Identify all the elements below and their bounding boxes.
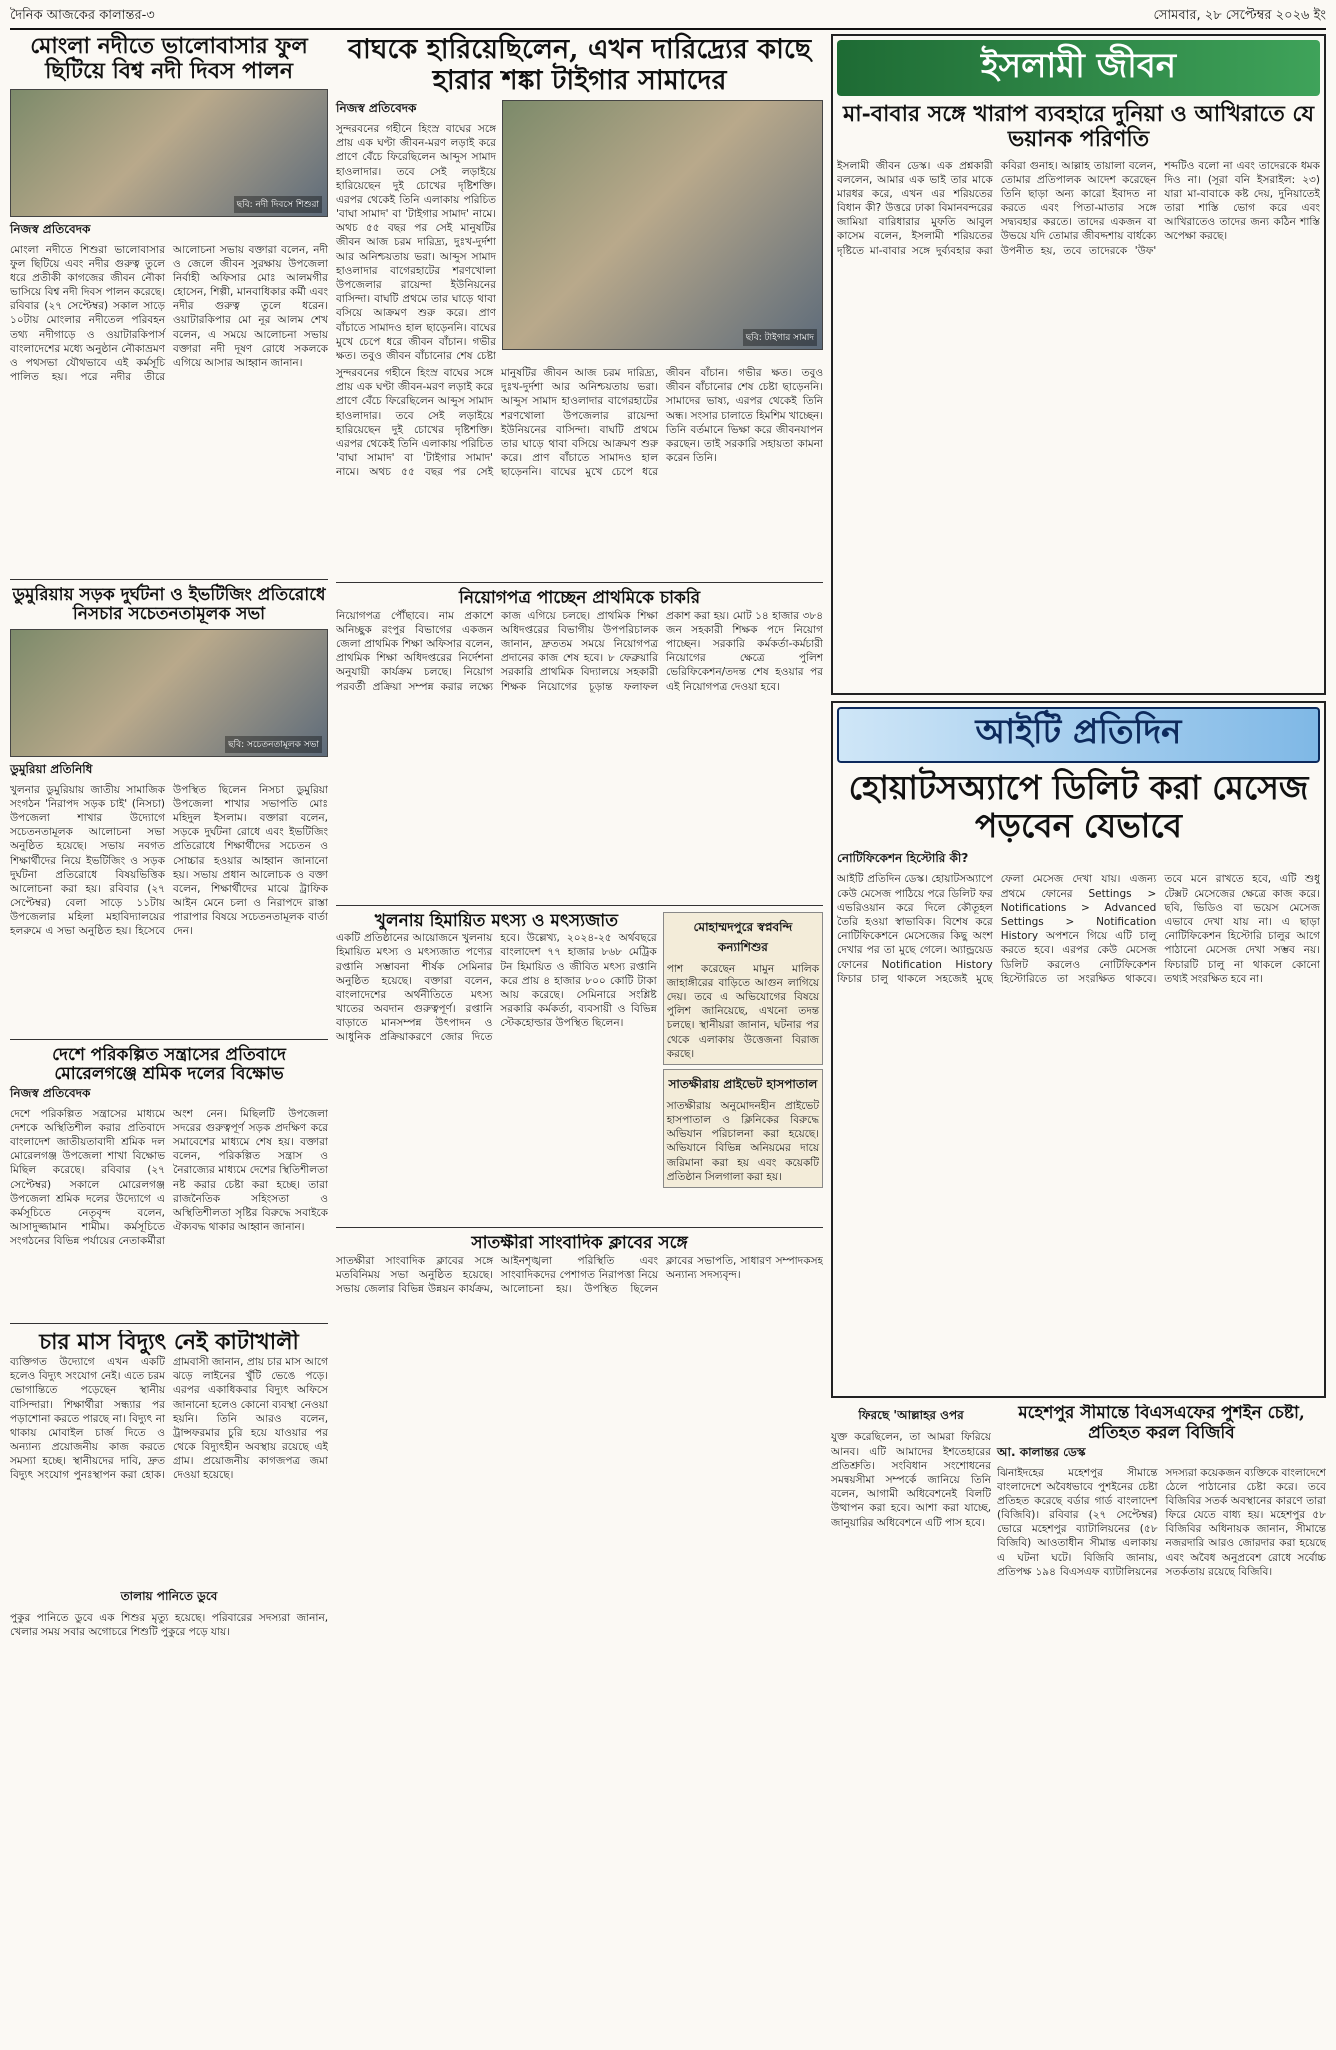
headline-lovepari: মোহাম্মদপুরে স্বপ্নবন্দি কন্যাশিশুর	[693, 919, 793, 954]
headline-islam: মা-বাবার সঙ্গে খারাপ ব্যবহারে দুনিয়া ও আখিরাতে যে ভয়ানক পরিণতি	[843, 101, 1315, 153]
headline-bgb: মহেশপুর সীমান্তে বিএসএফের পুশইন চেষ্টা, প্রতিহত করল বিজিবি	[1018, 1404, 1305, 1444]
column-right	[831, 34, 1326, 2042]
section-it	[831, 701, 1326, 1399]
byline-bgb: আ. কালান্তর ডেস্ক	[997, 1444, 1086, 1459]
headline-allah: ফিরছে 'আল্লাহর ওপর	[858, 1408, 964, 1423]
body-morelganj: দেশে পরিকল্পিত সন্ত্রাসের মাধ্যমে দেশকে অস্থিতিশীল করার প্রতিবাদে বাংলাদেশ জাতীয়তাবাদী শ্রমিক দল মোরেলগঞ্জ উপজেলা শাখা বিক্ষোভ মিছিল করেছে। রবিবার (২৭ সেপ্টেম্বর) সকালে মোরেলগঞ্জ উপজেলা শ্রমিক দলের উদ্যোগে এ কর্মসূচিতে নেতৃবৃন্দ বলেন, আসাদুজ্জামান শামীম। কর্মসূচিতে সংগঠনের বিভিন্ন পর্যায়ের নেতাকর্মীরা অংশ নেন। মিছিলটি উপজেলা সদরের গুরুত্বপূর্ণ সড়ক প্রদক্ষিণ করে সমাবেশের মাধ্যমে শেষ হয়। বক্তারা বলেন, পরিকল্পিত সন্ত্রাস ও নৈরাজ্যের মাধ্যমে দেশের স্থিতিশীলতা নষ্ট করার চেষ্টা করা হচ্ছে। তারা রাজনৈতিক সহিংসতা ও অস্থিতিশীলতা সৃষ্টির বিরুদ্ধে সবাইকে ঐক্যবদ্ধ থাকার আহ্বান জানান।	[10, 1107, 329, 1248]
body-dumuria: খুলনার ডুমুরিয়ায় জাতীয় সামাজিক সংগঠন 'নিরাপদ সড়ক চাই' (নিসচা) উপজেলা শাখার উদ্যোগে সচেতনতামূলক আলোচনা সভা অনুষ্ঠিত হয়েছে। সভায় নবগত শিক্ষার্থীদের নিয়ে ইভটিজিং ও সড়ক দুর্ঘটনা প্রতিরোধে বিষয়ভিত্তিক আলোচনা করা হয়। রবিবার (২৭ সেপ্টেম্বর) বেলা সাড়ে ১১টায় উপজেলার মহিলা মহাবিদ্যালয়ের হলরুমে এ সভা অনুষ্ঠিত হয়। হিসেবে উপস্থিত ছিলেন নিসচা ডুমুরিয়া উপজেলা শাখার সভাপতি মোঃ মহিদুল ইসলাম। বক্তারা বলেন, সড়কে দুর্ঘটনা রোধে এবং ইভটিজিং প্রতিরোধে শিক্ষার্থীদের সচেতন ও সোচ্চার হওয়ার আহ্বান জানানো হয়। সভায় প্রধান আলোচক ও বক্তা বলেন, শিক্ষার্থীদের মাঝে ট্রাফিক আইন মেনে চলা ও নিরাপদে রাস্তা পারাপার বিষয়ে সচেতনতামূলক বার্তা দেন।	[10, 783, 329, 938]
headline-press-club: সাতক্ষীরা সাংবাদিক ক্লাবের সঙ্গে	[471, 1234, 688, 1254]
article-lovepari	[663, 912, 823, 1065]
article-allah	[831, 1404, 991, 2042]
banner-islam: ইসলামী জীবন	[837, 40, 1320, 96]
headline-it: হোয়াটসঅ্যাপে ডিলিট করা মেসেজ পড়বেন যেভাবে	[848, 767, 1309, 845]
subhead-it: নোটিফিকেশন হিস্টোরি কী?	[837, 851, 969, 866]
byline-dumuria: ডুমুরিয়া প্রতিনিধি	[10, 761, 93, 776]
headline-satkhira-hospital: সাতক্ষীরায় প্রাইভেট হাসপাতাল	[668, 1076, 818, 1091]
body-khulna: একটি প্রতিষ্ঠানের আয়োজনে খুলনায় হিমায়িত মৎস্য ও মৎস্যজাত পণ্যের রপ্তানি সম্ভাবনা শীর্ষক সেমিনার অনুষ্ঠিত হয়েছে। বক্তারা বলেন, বাংলাদেশের অর্থনীতিতে মৎস্য খাতের অবদান গুরুত্বপূর্ণ। রপ্তানি বাড়াতে মানসম্পন্ন উৎপাদন ও আধুনিক প্রক্রিয়াকরণে জোর দিতে হবে। উল্লেখ্য, ২০২৪-২৫ অর্থবছরে বাংলাদেশ ৭৭ হাজার ৮৬৮ মেট্রিক টন হিমায়িত ও জীবিত মৎস্য রপ্তানি করে প্রায় ৪ হাজার ৮০০ কোটি টাকা আয় করেছে। সেমিনারে সংশ্লিষ্ট সরকারি কর্মকর্তা, ব্যবসায়ী ও বিভিন্ন স্টেকহোল্ডার উপস্থিত ছিলেন।	[336, 932, 657, 1044]
article-teacher	[336, 589, 823, 899]
article-press-club	[336, 1234, 823, 2042]
body-bgb: ঝিনাইদহের মহেশপুর সীমান্তে বাংলাদেশে অবৈধভাবে পুশইনের চেষ্টা প্রতিহত করেছে বর্ডার গার্ড বাংলাদেশ (বিজিবি)। রবিবার (২৭ সেপ্টেম্বর) ভোরে মহেশপুর ব্যাটালিয়নের (৫৮ বিজিবি) আওতাধীন সীমান্ত এলাকায় এ ঘটনা ঘটে। বিজিবি জানায়, প্রতিপক্ষ ১৯৪ বিএসএফ ব্যাটালিয়নের সদস্যরা কয়েকজন ব্যক্তিকে বাংলাদেশে ঠেলে পাঠানোর চেষ্টা করে। তবে বিজিবির সতর্ক অবস্থানের কারণে তারা ফিরে যেতে বাধ্য হয়। মহেশপুর ৫৮ বিজিবির অধিনায়ক জানান, সীমান্তে নজরদারি আরও জোরদার করা হয়েছে এবং অবৈধ অনুপ্রবেশ রোধে সর্বোচ্চ সতর্কতায় রয়েছে বিজিবি।	[997, 1466, 1326, 1578]
headline-tiger: বাঘকে হারিয়েছিলেন, এখন দারিদ্র্যের কাছে হারার শঙ্কা টাইগার সামাদের	[347, 34, 812, 97]
headline-katakhali: চার মাস বিদ্যুৎ নেই কাটাখালী	[39, 1329, 299, 1355]
headline-dumuria: ডুমুরিয়ায় সড়ক দুর্ঘটনা ও ইভটিজিং প্রতিরোধে নিসচার সচেতনতামূলক সভা	[12, 584, 326, 625]
headline-mongla: মোংলা নদীতে ভালোবাসার ফুল ছিটিয়ে বিশ্ব নদী দিবস পালন	[30, 33, 308, 85]
article-bgb	[997, 1404, 1326, 2042]
byline-mongla: নিজস্ব প্রতিবেদক	[10, 221, 91, 236]
headline-talay: তালায় পানিতে ডুবে	[120, 1589, 218, 1604]
page-header-right: সোমবার, ২৮ সেপ্টেম্বর ২০২৬ ইং	[1153, 8, 1326, 23]
body-tiger-lead: সুন্দরবনের গহীনে হিংস্র বাঘের সঙ্গে প্রায় এক ঘণ্টা জীবন-মরণ লড়াই করে প্রাণে বেঁচে ফিরেছিলেন আব্দুস সামাদ হাওলাদার। তবে সেই লড়াইয়ে হারিয়েছেন দুই চোখের দৃষ্টিশক্তি। এরপর থেকেই তিনি এলাকায় পরিচিত 'বাঘা সামাদ' বা 'টাইগার সামাদ' নামে। অথচ ৫৫ বছর পর সেই মানুষটির জীবন আজ চরম দারিদ্র্য, দুঃখ-দুর্দশা আর অনিশ্চয়তায় ভরা। আব্দুস সামাদ হাওলাদার বাগেরহাটের শরণখোলা উপজেলার রায়েন্দা ইউনিয়নের বাসিন্দা। বাঘটি প্রথমে তার ঘাড়ে থাবা বসিয়ে আক্রমণ শুরু করে। প্রাণ বাঁচাতে সামাদও হাল ছাড়েননি। বাঘের মুখে চেপে ধরে জীবন বাঁচান। গভীর ক্ষত। তবুও জীবন বাঁচানোর শেষ চেষ্টা	[336, 123, 497, 362]
article-morelganj	[10, 1046, 328, 1317]
body-mongla: মোংলা নদীতে শিশুরা ভালোবাসার ফুল ছিটিয়ে এবং নদীর গুরুত্ব তুলে ধরে প্রতীকী কাগজের জীবন নৌকা ভাসিয়ে বিশ্ব নদী দিবস পালন করেছে। রবিবার (২৭ সেপ্টেম্বর) সকাল সাড়ে ১০টায় মোংলার নদীতেল পরিবহন তথ্য নদীগাড়ে ও ওয়াটারকিপার্স বাংলাদেশের মধ্যে অনুষ্ঠান নৌকাভ্রমণ ও পথসভা যৌথভাবে এই কর্মসূচি পালিত হয়। পরে নদীর তীরে আলোচনা সভায় বক্তারা বলেন, নদী ও জেলে জীবন সুরক্ষায় উপজেলা নির্বাহী অফিসার মোঃ আলমগীর হোসেন, শিল্পী, মানবাধিকার কর্মী এবং নদীর গুরুত্ব তুলে ধরেন। ওয়াটারকিপার মো নূর আলম শেখ বলেন, এ সময়ে আলোচনা সভায় বক্তারা নদী দূষণ রোধে সকলকে এগিয়ে আসার আহ্বান জানান।	[10, 243, 329, 384]
article-khulna	[336, 912, 657, 1222]
byline-tiger: নিজস্ব প্রতিবেদক	[336, 101, 417, 116]
body-satkhira-hospital: সাতক্ষীরায় অনুমোদনহীন প্রাইভেট হাসপাতাল ও ক্লিনিকের বিরুদ্ধে অভিযান পরিচালনা করা হয়েছে। অভিযানে বিভিন্ন অনিয়মের দায়ে জরিমানা করা হয় এবং কয়েকটি প্রতিষ্ঠান সিলগালা করা হয়।	[666, 1099, 820, 1183]
byline-morelganj: নিজস্ব প্রতিবেদক	[10, 1085, 91, 1100]
section-islam	[831, 34, 1326, 695]
photo-dumuria: ছবি: সচেতনতামূলক সভা	[10, 629, 328, 757]
photo-mongla: ছবি: নদী দিবসে শিশুরা	[10, 89, 328, 217]
body-tiger: সুন্দরবনের গহীনে হিংস্র বাঘের সঙ্গে প্রায় এক ঘণ্টা জীবন-মরণ লড়াই করে প্রাণে বেঁচে ফিরেছিলেন আব্দুস সামাদ হাওলাদার। তবে সেই লড়াইয়ে হারিয়েছেন দুই চোখের দৃষ্টিশক্তি। এরপর থেকেই তিনি এলাকায় পরিচিত 'বাঘা সামাদ' বা 'টাইগার সামাদ' নামে। অথচ ৫৫ বছর পর সেই মানুষটির জীবন আজ চরম দারিদ্র্য, দুঃখ-দুর্দশা আর অনিশ্চয়তায় ভরা। আব্দুস সামাদ হাওলাদার বাগেরহাটের শরণখোলা উপজেলার রায়েন্দা ইউনিয়নের বাসিন্দা। বাঘটি প্রথমে তার ঘাড়ে থাবা বসিয়ে আক্রমণ শুরু করে। প্রাণ বাঁচাতে সামাদও হাল ছাড়েননি। বাঘের মুখে চেপে ধরে জীবন বাঁচান। গভীর ক্ষত। তবুও জীবন বাঁচানোর শেষ চেষ্টা ছাড়েননি। সামাদের ভাষ্য, এরপর থেকেই তিনি অন্ধ। সংসার চালাতে হিমশিম খাচ্ছেন। তিনি বর্তমানে ভিক্ষা করে জীবনযাপন করছেন। তাই সরকারি সহায়তা কামনা করেন তিনি।	[336, 367, 824, 479]
banner-it: আইটি প্রতিদিন	[837, 707, 1320, 763]
article-satkhira-hospital	[663, 1069, 823, 1188]
body-it: আইটি প্রতিদিন ডেস্ক। হোয়াটসঅ্যাপে কেউ মেসেজ পাঠিয়ে পরে ডিলিট ফর এভরিওয়ান করে দিলে কৌতূহল তৈরি হওয়া স্বাভাবিক। বিশেষ করে নোটিফিকেশনে মেসেজের কিছু অংশ দেখার পর তা মুছে গেলে। অ্যান্ড্রয়েড ফোনের Notification History ফিচার চালু থাকলে সহজেই মুছে ফেলা মেসেজ দেখা যায়। এজন্য প্রথমে ফোনের Settings > Notifications > Advanced Settings > Notification History অপশনে গিয়ে এটি চালু করতে হবে। এরপর কেউ মেসেজ ডিলিট করলেও নোটিফিকেশন হিস্টোরিতে তা সংরক্ষিত থাকবে। তবে মনে রাখতে হবে, এটি শুধু টেক্সট মেসেজের ক্ষেত্রে কাজ করে। ছবি, ভিডিও বা ভয়েস মেসেজ এভাবে দেখা যায় না। এ ছাড়া নোটিফিকেশন হিস্টোরি চালুর আগে পাঠানো মেসেজ দেখা সম্ভব নয়। ফিচারটি চালু না থাকলে কোনো তথ্যই সংরক্ষিত হবে না।	[837, 873, 1320, 985]
body-katakhali: ব্যক্তিগত উদ্যোগে এখন একটি হলেও বিদ্যুৎ সংযোগ নেই। এতে চরম ভোগান্তিতে পড়েছেন স্থানীয় বাসিন্দারা। শিক্ষার্থীরা সন্ধ্যার পর পড়াশোনা করতে পারছে না। বিদ্যুৎ না থাকায় মোবাইল চার্জ দিতে ও অন্যান্য প্রয়োজনীয় কাজ করতে সমস্যা হচ্ছে। স্থানীয়দের দাবি, দ্রুত বিদ্যুৎ সংযোগ পুনঃস্থাপন করা হোক। গ্রামবাসী জানান, প্রায় চার মাস আগে ঝড়ে লাইনের খুঁটি ভেঙে পড়ে। এরপর একাধিকবার বিদ্যুৎ অফিসে জানানো হলেও কোনো ব্যবস্থা নেওয়া হয়নি। তিনি আরও বলেন, ট্রান্সফরমার চুরি হয়ে যাওয়ার পর থেকে বিদ্যুৎহীন অবস্থায় রয়েছে এই গ্রাম। প্রয়োজনীয় কাগজপত্র জমা দেওয়া হয়েছে।	[10, 1356, 329, 1482]
column-left	[10, 34, 328, 2042]
page-grid	[10, 34, 1326, 2042]
body-allah: যুক্ত করেছিলেন, তা আমরা ফিরিয়ে আনব। এটি আমাদের ইশতেহারের প্রতিশ্রুতি। সংবিধান সংশোধনের সমন্বয়সীমা সম্পর্কে জানিয়ে তিনি বলেন, আগামী অধিবেশনেই বিলটি উত্থাপন করা হবে। আশা করা যাচ্ছে, জানুয়ারির অধিবেশনে এটি পাস হবে।	[831, 1431, 992, 1529]
body-press-club: সাতক্ষীরা সাংবাদিক ক্লাবের সঙ্গে মতবিনিময় সভা অনুষ্ঠিত হয়েছে। সভায় জেলার বিভিন্ন উন্নয়ন কার্যক্রম, আইনশৃঙ্খলা পরিস্থিতি এবং সাংবাদিকদের পেশাগত নিরাপত্তা নিয়ে আলোচনা হয়। উপস্থিত ছিলেন ক্লাবের সভাপতি, সাধারণ সম্পাদকসহ অন্যান্য সদস্যবৃন্দ।	[336, 1254, 824, 1296]
headline-khulna: খুলনায় হিমায়িত মৎস্য ও মৎস্যজাত	[374, 910, 618, 931]
body-talay: পুকুর পানিতে ডুবে এক শিশুর মৃত্যু হয়েছে। পরিবারের সদস্যরা জানান, খেলার সময় সবার অগোচরে শিশুটি পুকুরে পড়ে যায়।	[10, 1612, 329, 1639]
article-katakhali	[10, 1330, 328, 2042]
photo-tiger: ছবি: টাইগার সামাদ	[502, 100, 823, 350]
article-dumuria	[10, 586, 328, 1033]
page-header-left: দৈনিক আজকের কালান্তর-৩	[10, 8, 155, 23]
headline-teacher: নিয়োগপত্র পাচ্ছেন প্রাথমিকে চাকরি	[458, 588, 701, 609]
article-tiger	[336, 34, 823, 576]
article-mongla	[10, 34, 328, 573]
column-middle	[336, 34, 823, 2042]
body-teacher: নিয়োগপত্র পৌঁছাবে। নাম প্রকাশে অনিচ্ছুক রংপুর বিভাগের একজন জেলা প্রাথমিক শিক্ষা অফিসার বলেন, প্রাথমিক শিক্ষা অধিদপ্তরের নির্দেশনা অনুযায়ী কার্যক্রম চলছে। নিয়োগ পরবর্তী প্রক্রিয়া সম্পন্ন করার লক্ষ্যে কাজ এগিয়ে চলছে। প্রাথমিক শিক্ষা অধিদপ্তরের বিভাগীয় উপপরিচালক জানান, দ্রুততম সময়ে নিয়োগপত্র প্রদানের কাজ শেষ হবে। ৮ ফেব্রুয়ারি সরকারি প্রাথমিক বিদ্যালয়ে সহকারী শিক্ষক নিয়োগের চূড়ান্ত ফলাফল প্রকাশ করা হয়। মোট ১৪ হাজার ৩৮৪ জন সহকারী শিক্ষক পদে নিয়োগ পাচ্ছেন। সরকারি কর্মকর্তা-কর্মচারী নিয়োগের ক্ষেত্রে পুলিশ ভেরিফিকেশন/তদন্ত শেষ হওয়ার পর এই নিয়োগপত্র দেওয়া হবে।	[336, 609, 824, 693]
body-islam: ইসলামী জীবন ডেস্ক। এক প্রশ্নকারী বললেন, আমার এক ভাই তার মাকে মারধর করে, এখন এর শরিয়তের বিধান কী? উত্তরে ঢাকা বিমানবন্দরের জামিয়া বারিধারার মুফতি আবুল কাসেম বলেন, ইসলামী শরিয়তের দৃষ্টিতে মা-বাবার সঙ্গে দুর্ব্যবহার করা কবিরা গুনাহ। আল্লাহ তায়ালা বলেন, তোমার প্রতিপালক আদেশ করেছেন তিনি ছাড়া অন্য কারো ইবাদত না করতে এবং পিতা-মাতার সঙ্গে সদ্ব্যবহার করতে। তাদের একজন বা উভয়ে যদি তোমার জীবদ্দশায় বার্ধক্যে উপনীত হয়, তবে তাদেরকে 'উফ' শব্দটিও বলো না এবং তাদেরকে ধমক দিও না। (সূরা বনি ইসরাইল: ২৩) যারা মা-বাবাকে কষ্ট দেয়, দুনিয়াতেই তারা শাস্তি ভোগ করে এবং আখিরাতেও তাদের জন্য কঠিন শাস্তি অপেক্ষা করছে।	[837, 159, 1320, 257]
headline-morelganj: দেশে পরিকল্পিত সন্ত্রাসের প্রতিবাদে মোরেলগঞ্জে শ্রমিক দলের বিক্ষোভ	[52, 1044, 286, 1085]
body-lovepari: পাশ করেছেন মামুন মালিক জাহাঙ্গীরের বাড়িতে আগুন লাগিয়ে দেয়। তবে এ অভিযোগের বিষয়ে পুলিশ জানিয়েছে, এখনো তদন্ত চলছে। স্থানীয়রা জানান, ঘটনার পর থেকে এলাকায় উত্তেজনা বিরাজ করছে।	[666, 962, 820, 1060]
page-header	[10, 6, 1326, 30]
